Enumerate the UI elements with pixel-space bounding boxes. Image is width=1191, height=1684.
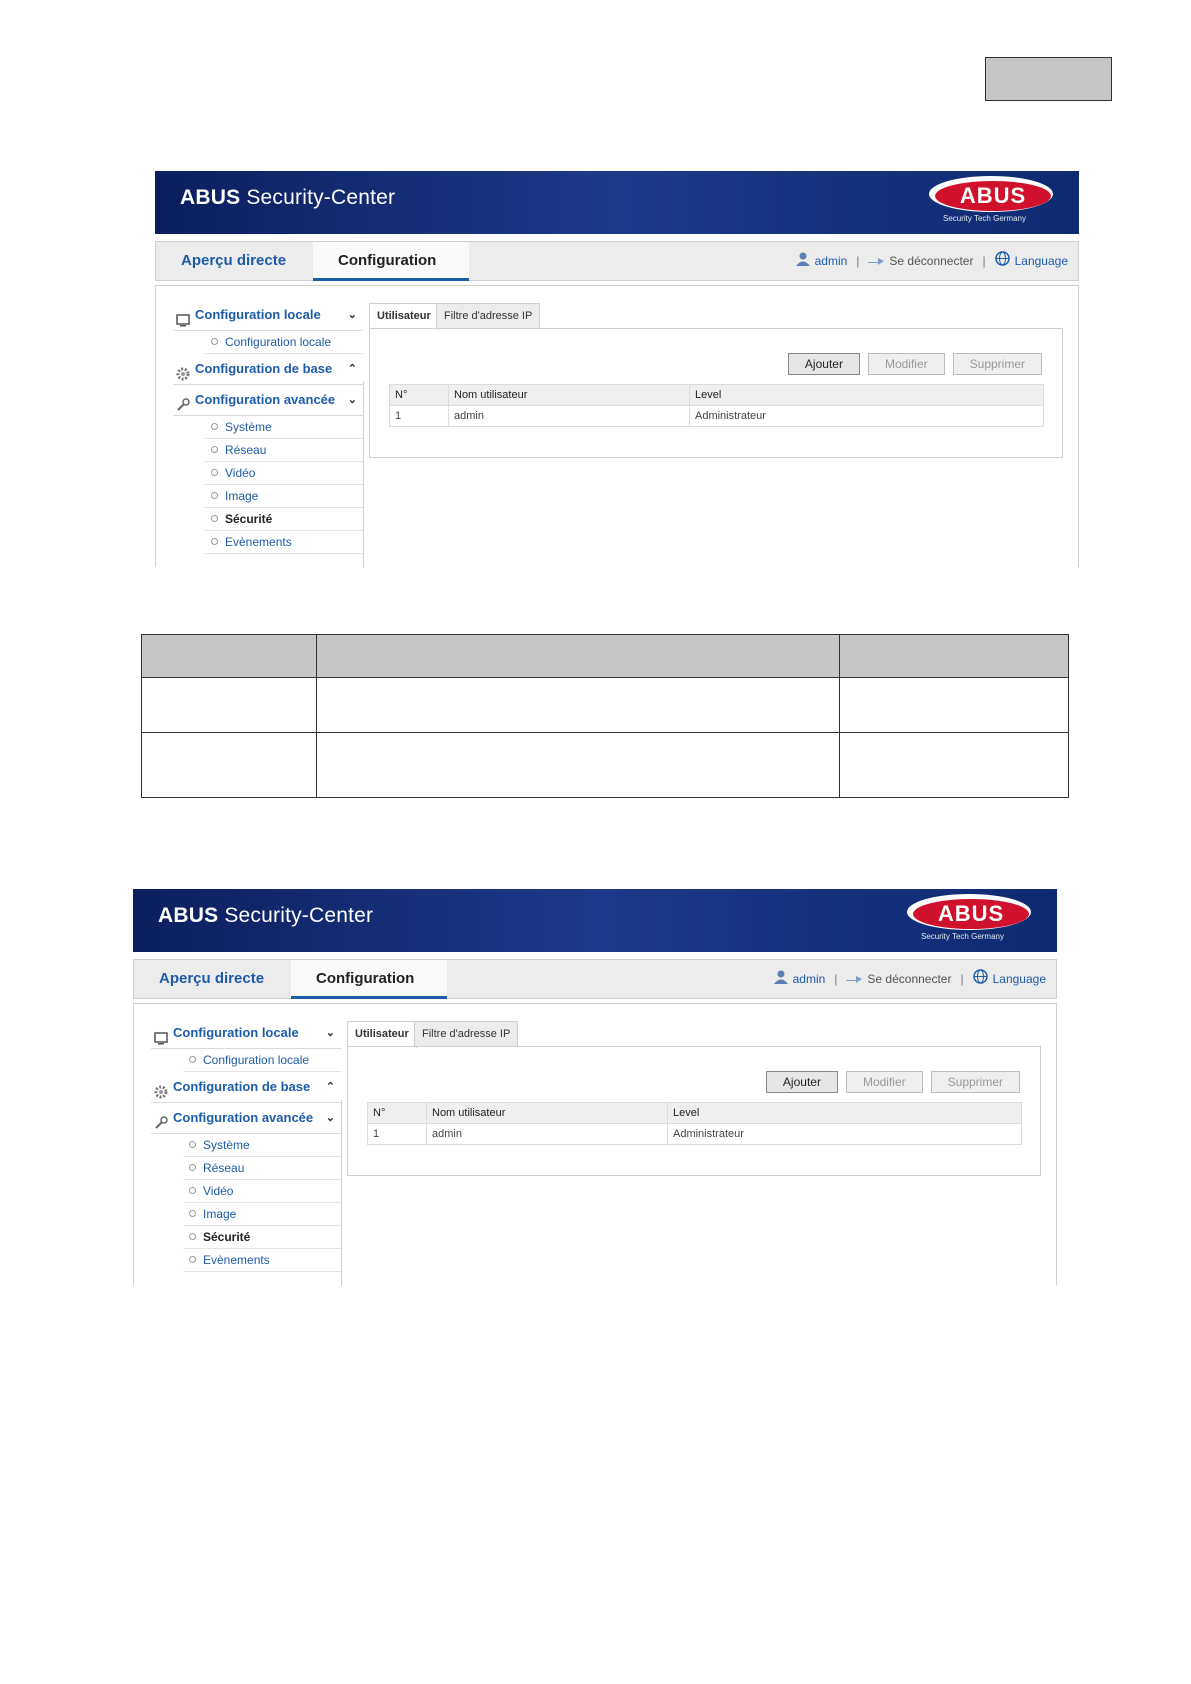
chevron-up-icon[interactable]: ⌃ bbox=[325, 1081, 335, 1093]
user-icon bbox=[774, 961, 788, 999]
bullet-icon bbox=[189, 1210, 196, 1217]
table-header-cell bbox=[317, 635, 840, 678]
sidebar-item-image[interactable]: Image bbox=[205, 485, 363, 508]
brand-title: ABUS Security-Center bbox=[158, 904, 374, 927]
app-header bbox=[133, 889, 1057, 952]
edit-button[interactable]: Modifier bbox=[868, 353, 945, 375]
logout-icon bbox=[868, 243, 884, 281]
users-panel bbox=[369, 328, 1063, 458]
logout-icon bbox=[846, 961, 862, 999]
sidebar bbox=[173, 300, 363, 554]
chevron-down-icon[interactable]: ⌄ bbox=[347, 309, 357, 321]
chevron-down-icon[interactable]: ⌄ bbox=[325, 1112, 335, 1124]
sidebar-item-video[interactable]: Vidéo bbox=[183, 1180, 341, 1203]
cell-username: admin bbox=[449, 406, 690, 427]
language-link[interactable]: Language bbox=[992, 972, 1046, 986]
user-links: admin | Se déconnecter | Language bbox=[796, 242, 1068, 280]
sidebar-item-evenements[interactable]: Evènements bbox=[205, 531, 363, 554]
bullet-icon bbox=[211, 538, 218, 545]
logout-link[interactable]: Se déconnecter bbox=[889, 254, 974, 268]
chevron-down-icon[interactable]: ⌄ bbox=[325, 1027, 335, 1039]
table-row bbox=[142, 678, 1069, 733]
chevron-up-icon[interactable]: ⌃ bbox=[347, 363, 357, 375]
cell-no: 1 bbox=[368, 1124, 427, 1145]
table-header-cell bbox=[142, 635, 317, 678]
edit-button[interactable]: Modifier bbox=[846, 1071, 923, 1093]
gear-icon bbox=[154, 1080, 168, 1094]
tab-configuration[interactable]: Configuration bbox=[291, 960, 447, 999]
sidebar-divider bbox=[341, 1100, 342, 1286]
bullet-icon bbox=[189, 1256, 196, 1263]
sidebar-item-securite[interactable]: Sécurité bbox=[183, 1226, 341, 1249]
delete-button[interactable]: Supprimer bbox=[953, 353, 1042, 375]
user-icon bbox=[796, 243, 810, 281]
sidebar-item-reseau[interactable]: Réseau bbox=[205, 439, 363, 462]
logout-link[interactable]: Se déconnecter bbox=[867, 972, 952, 986]
users-table bbox=[367, 1102, 1022, 1145]
user-panel bbox=[347, 1021, 1041, 1140]
user-actions bbox=[780, 353, 1042, 375]
screenshot-1 bbox=[155, 171, 1079, 567]
table-row bbox=[142, 733, 1069, 798]
add-button[interactable]: Ajouter bbox=[788, 353, 860, 375]
sidebar-group-configuration-de-base[interactable]: Configuration de base ⌃ bbox=[173, 354, 363, 385]
sidebar-divider bbox=[363, 382, 364, 568]
tab-filtre-adresse-ip[interactable]: Filtre d'adresse IP bbox=[414, 1021, 518, 1046]
cell-level: Administrateur bbox=[668, 1124, 1022, 1145]
bullet-icon bbox=[189, 1164, 196, 1171]
sidebar-item-image[interactable]: Image bbox=[183, 1203, 341, 1226]
bullet-icon bbox=[211, 515, 218, 522]
bullet-icon bbox=[189, 1056, 196, 1063]
sidebar-item-reseau[interactable]: Réseau bbox=[183, 1157, 341, 1180]
user-link[interactable]: admin bbox=[814, 254, 848, 268]
table-header-cell bbox=[840, 635, 1069, 678]
column-header-no: N° bbox=[368, 1103, 427, 1124]
tab-filtre-adresse-ip[interactable]: Filtre d'adresse IP bbox=[436, 303, 540, 328]
sidebar-group-configuration-avancee[interactable]: Configuration avancée ⌄ bbox=[151, 1103, 341, 1134]
column-header-username: Nom utilisateur bbox=[427, 1103, 668, 1124]
app-header bbox=[155, 171, 1079, 234]
column-header-username: Nom utilisateur bbox=[449, 385, 690, 406]
bullet-icon bbox=[211, 469, 218, 476]
bullet-icon bbox=[211, 492, 218, 499]
column-header-level: Level bbox=[690, 385, 1044, 406]
sidebar-item-configuration-locale[interactable]: Configuration locale bbox=[183, 1049, 341, 1072]
sidebar-item-systeme[interactable]: Système bbox=[205, 416, 363, 439]
language-link[interactable]: Language bbox=[1014, 254, 1068, 268]
monitor-icon bbox=[154, 1026, 168, 1040]
sidebar-group-configuration-de-base[interactable]: Configuration de base ⌃ bbox=[151, 1072, 341, 1103]
sidebar-group-configuration-avancee[interactable]: Configuration avancée ⌄ bbox=[173, 385, 363, 416]
tab-configuration[interactable]: Configuration bbox=[313, 242, 469, 281]
sidebar-item-systeme[interactable]: Système bbox=[183, 1134, 341, 1157]
bullet-icon bbox=[211, 446, 218, 453]
user-panel bbox=[369, 303, 1063, 422]
monitor-icon bbox=[176, 308, 190, 322]
cell-no: 1 bbox=[390, 406, 449, 427]
user-actions bbox=[758, 1071, 1020, 1093]
table-row[interactable] bbox=[390, 406, 1044, 427]
chevron-down-icon[interactable]: ⌄ bbox=[347, 394, 357, 406]
column-header-no: N° bbox=[390, 385, 449, 406]
users-table bbox=[389, 384, 1044, 427]
users-panel bbox=[347, 1046, 1041, 1176]
bullet-icon bbox=[189, 1141, 196, 1148]
tab-utilisateur[interactable]: Utilisateur bbox=[369, 303, 439, 330]
main-nav bbox=[133, 959, 1057, 999]
main-nav bbox=[155, 241, 1079, 281]
add-button[interactable]: Ajouter bbox=[766, 1071, 838, 1093]
bullet-icon bbox=[211, 423, 218, 430]
column-header-level: Level bbox=[668, 1103, 1022, 1124]
user-links: admin | Se déconnecter | Language bbox=[774, 960, 1046, 998]
wrench-icon bbox=[176, 393, 190, 407]
bullet-icon bbox=[189, 1233, 196, 1240]
description-table bbox=[141, 634, 1069, 798]
user-link[interactable]: admin bbox=[792, 972, 826, 986]
globe-icon bbox=[995, 243, 1010, 281]
delete-button[interactable]: Supprimer bbox=[931, 1071, 1020, 1093]
cell-level: Administrateur bbox=[690, 406, 1044, 427]
bullet-icon bbox=[211, 338, 218, 345]
abus-logo: ABUS Security Tech Germany bbox=[929, 176, 1055, 228]
sidebar-item-video[interactable]: Vidéo bbox=[205, 462, 363, 485]
gear-icon bbox=[176, 362, 190, 376]
sidebar bbox=[151, 1018, 341, 1272]
sidebar-item-securite[interactable]: Sécurité bbox=[205, 508, 363, 531]
cell-username: admin bbox=[427, 1124, 668, 1145]
page-corner-box bbox=[985, 57, 1112, 101]
sidebar-item-evenements[interactable]: Evènements bbox=[183, 1249, 341, 1272]
sidebar-item-configuration-locale[interactable]: Configuration locale bbox=[205, 331, 363, 354]
wrench-icon bbox=[154, 1111, 168, 1125]
sidebar-group-configuration-locale[interactable]: Configuration locale ⌄ bbox=[173, 300, 363, 331]
config-body bbox=[133, 1003, 1057, 1285]
tab-apercu-directe[interactable]: Aperçu directe bbox=[181, 252, 287, 269]
bullet-icon bbox=[189, 1187, 196, 1194]
tab-utilisateur[interactable]: Utilisateur bbox=[347, 1021, 417, 1048]
globe-icon bbox=[973, 961, 988, 999]
config-body bbox=[155, 285, 1079, 567]
table-row[interactable] bbox=[368, 1124, 1022, 1145]
screenshot-2 bbox=[133, 889, 1057, 1285]
sidebar-group-configuration-locale[interactable]: Configuration locale ⌄ bbox=[151, 1018, 341, 1049]
tab-apercu-directe[interactable]: Aperçu directe bbox=[159, 970, 265, 987]
abus-logo: ABUS Security Tech Germany bbox=[907, 894, 1033, 946]
brand-title: ABUS Security-Center bbox=[180, 186, 396, 209]
